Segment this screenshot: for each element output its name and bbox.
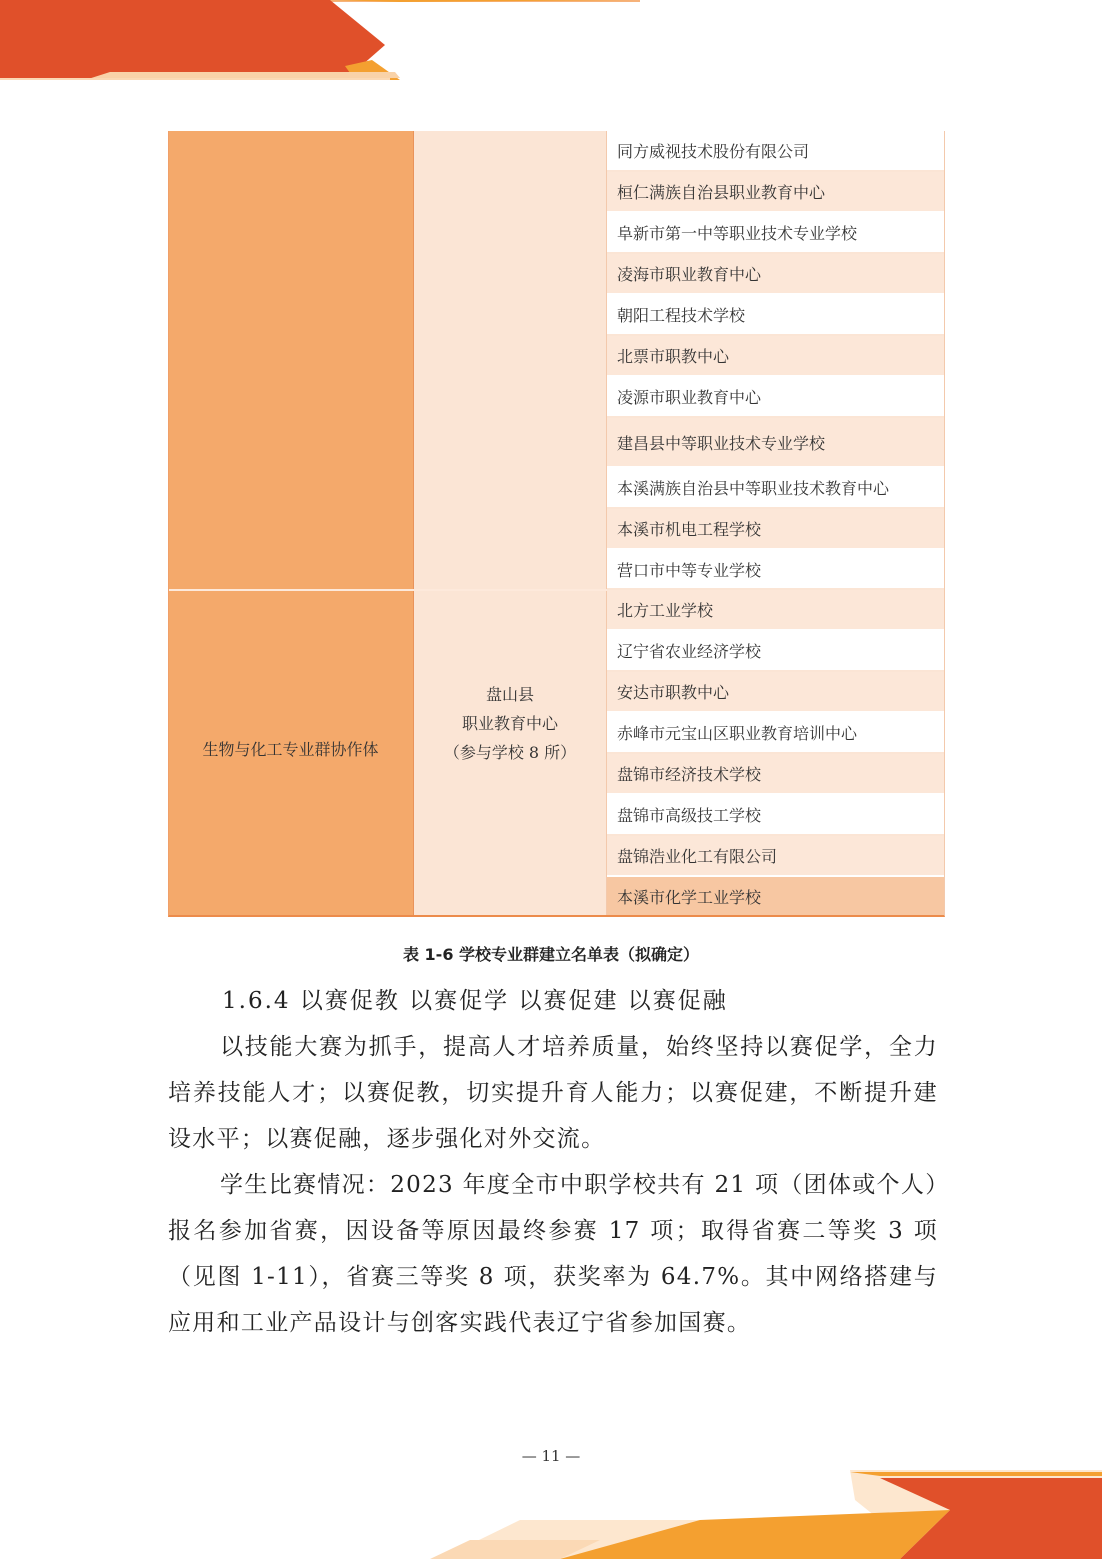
table-row: 建昌县中等职业技术专业学校	[607, 418, 945, 468]
table-row: 赤峰市元宝山区职业教育培训中心	[607, 713, 945, 754]
table-row: 盘锦市高级技工学校	[607, 795, 945, 836]
table-row: 本溪满族自治县中等职业技术教育中心	[607, 468, 945, 509]
table-row: 凌海市职业教育中心	[607, 254, 945, 295]
table-row: 同方威视技术股份有限公司	[607, 131, 945, 172]
footer-decoration	[0, 1460, 1102, 1559]
lead-school-count: （参与学校 8 所）	[443, 743, 577, 762]
table-row: 盘锦浩业化工有限公司	[607, 836, 945, 877]
page-number: — 11 —	[521, 1447, 581, 1465]
table-row: 北票市职教中心	[607, 336, 945, 377]
lead-school-line1: 盘山县	[485, 685, 534, 704]
school-group-table	[168, 131, 945, 917]
lead-school-cell-2	[414, 591, 607, 917]
table-caption: 表 1-6 学校专业群建立名单表（拟确定）	[402, 945, 700, 964]
table-row: 阜新市第一中等职业技术专业学校	[607, 213, 945, 254]
table-row: 安达市职教中心	[607, 672, 945, 713]
table-row: 本溪市化学工业学校	[607, 877, 945, 917]
body-paragraph-1: 以技能大赛为抓手，提高人才培养质量，始终坚持以赛促学，全力培养技能人才；以赛促教，切实提升育人能力；以赛促建，不断提升建设水平；以赛促融，逐步强化对外交流。	[168, 1034, 938, 1152]
group-name: 生物与化工专业群协作体	[202, 740, 379, 759]
table-row: 凌源市职业教育中心	[607, 377, 945, 418]
body-paragraph-2: 学生比赛情况：2023 年度全市中职学校共有 21 项（团体或个人）报名参加省赛，因设备等原因最终参赛 17 项；取得省赛二等奖 3 项（见图 1-11），省赛三等奖 8 项，获奖率为 64.7%。其中网络搭建与应用和工业产品设计与创客实践代表辽宁省参加国赛。	[168, 1172, 938, 1336]
section-heading: 1.6.4 以赛促教 以赛促学 以赛促建 以赛促融	[222, 988, 728, 1014]
table-row: 北方工业学校	[607, 590, 945, 631]
table-row: 朝阳工程技术学校	[607, 295, 945, 336]
group-name-cell-2	[168, 591, 414, 917]
lead-school-line2: 职业教育中心	[461, 714, 558, 733]
header-decoration	[0, 0, 1102, 90]
table-row: 盘锦市经济技术学校	[607, 754, 945, 795]
lead-school-cell-1	[414, 131, 607, 590]
group-name-cell-1	[168, 131, 414, 590]
table-row: 营口市中等专业学校	[607, 550, 945, 590]
table-row: 辽宁省农业经济学校	[607, 631, 945, 672]
table-row: 本溪市机电工程学校	[607, 509, 945, 550]
table-row: 桓仁满族自治县职业教育中心	[607, 172, 945, 213]
